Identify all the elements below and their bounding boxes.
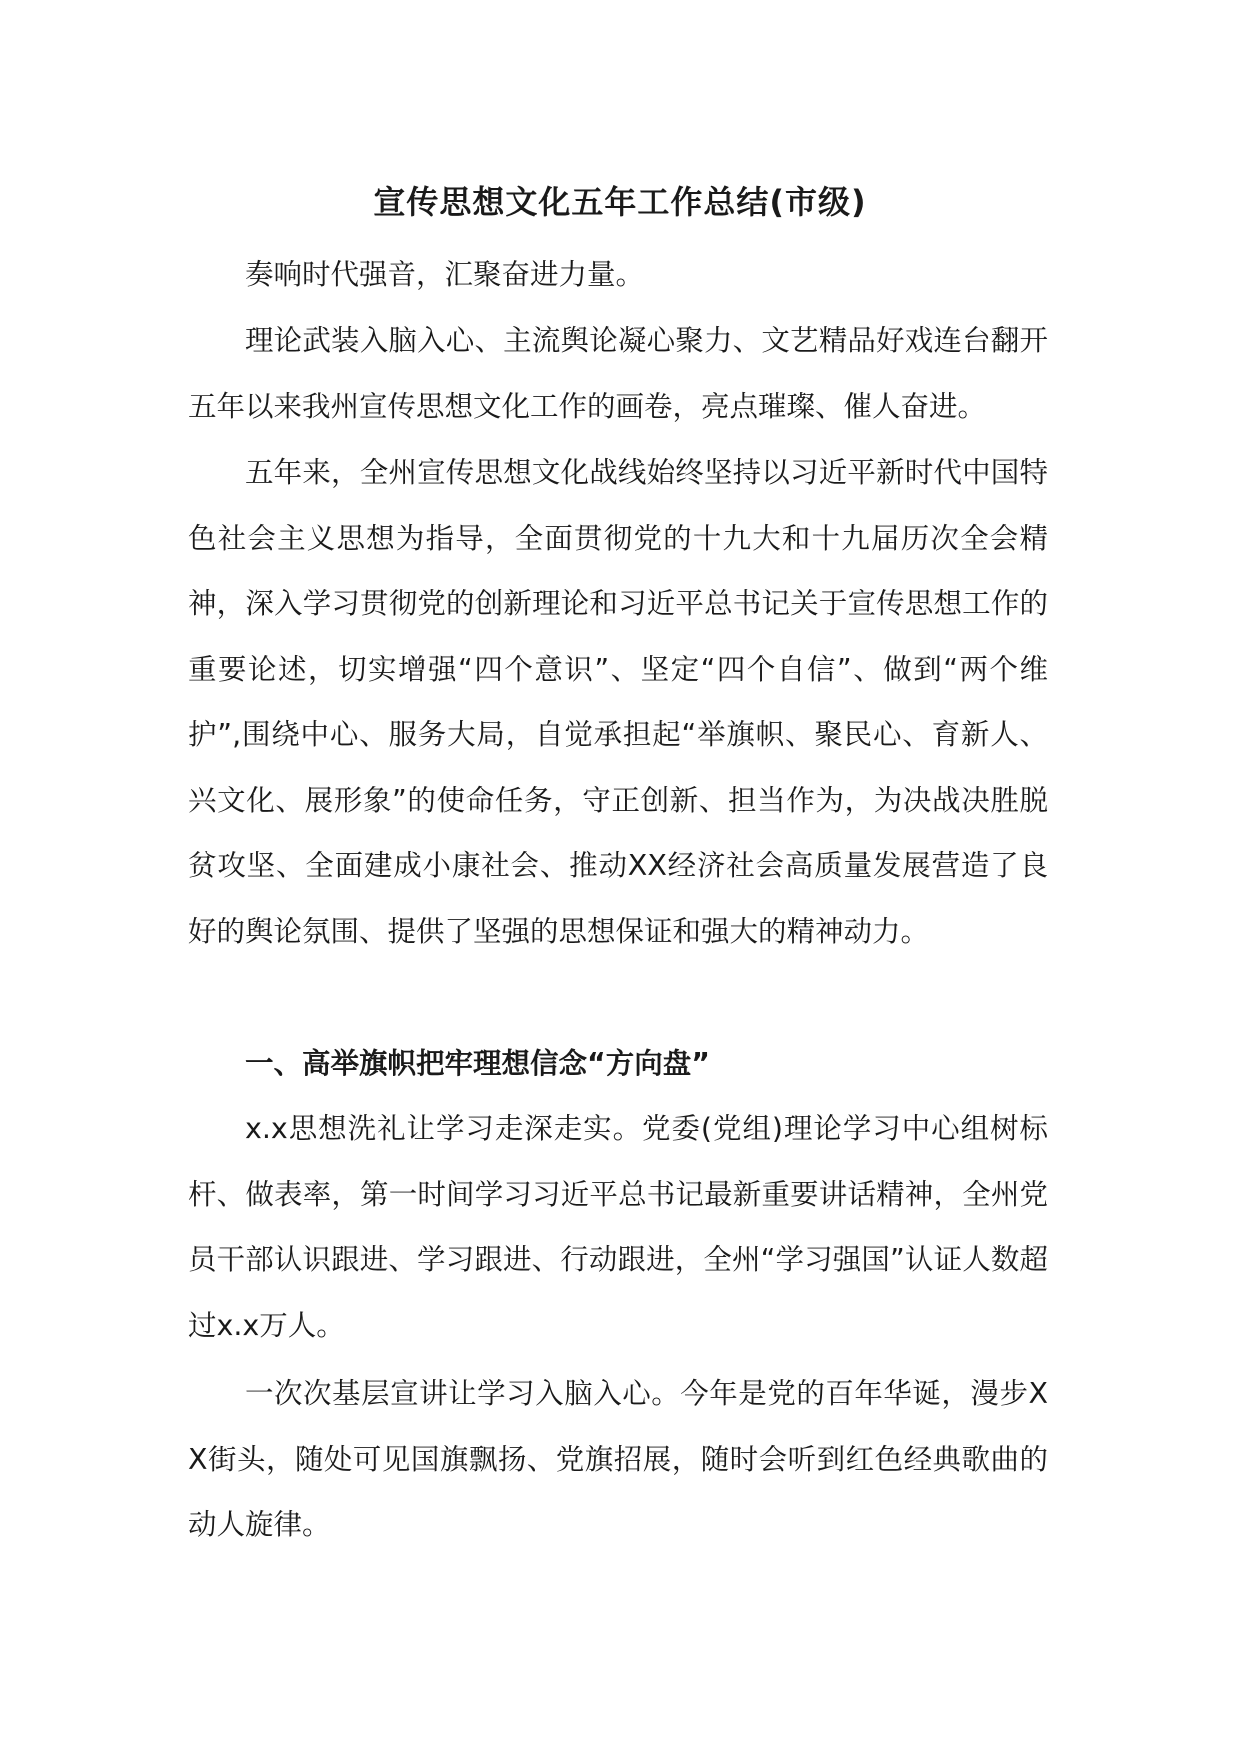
paragraph-five-years: 五年来，全州宣传思想文化战线始终坚持以习近平新时代中国特色社会主义思想为指导，全面贯彻党的十九大和十九届历次全会精神，深入学习贯彻党的创新理论和习近平总书记关于宣传思想工作的重要论述，切实增强“四个意识”、坚定“四个自信”、做到“两个维护”,围绕中心、服务大局，自觉承担起“举旗帜、聚民心、育新人、兴文化、展形象”的使命任务，守正创新、担当作为，为决战决胜脱贫攻坚、全面建成小康社会、推动XX经济社会高质量发展营造了良好的舆论氛围、提供了坚强的思想保证和强大的精神动力。 [188, 456, 1048, 948]
paragraph-grassroots: 一次次基层宣讲让学习入脑入心。今年是党的百年华诞，漫步XX街头，随处可见国旗飘扬、党旗招展，随时会听到红色经典歌曲的动人旋律。 [188, 1377, 1048, 1541]
paragraph-intro: 奏响时代强音，汇聚奋进力量。 [245, 258, 645, 291]
section-heading-1: 一、高举旗帜把牢理想信念“方向盘” [245, 1047, 710, 1080]
paragraph-overview: 理论武装入脑入心、主流舆论凝心聚力、文艺精品好戏连台翻开五年以来我州宣传思想文化工作的画卷，亮点璀璨、催人奋进。 [188, 324, 1048, 423]
paragraph-study: x.x思想洗礼让学习走深走实。党委(党组)理论学习中心组树标杆、做表率，第一时间学习习近平总书记最新重要讲话精神，全州党员干部认识跟进、学习跟进、行动跟进，全州“学习强国”认证人数超过x.x万人。 [188, 1112, 1048, 1342]
document-title: 宣传思想文化五年工作总结(市级) [373, 183, 867, 221]
